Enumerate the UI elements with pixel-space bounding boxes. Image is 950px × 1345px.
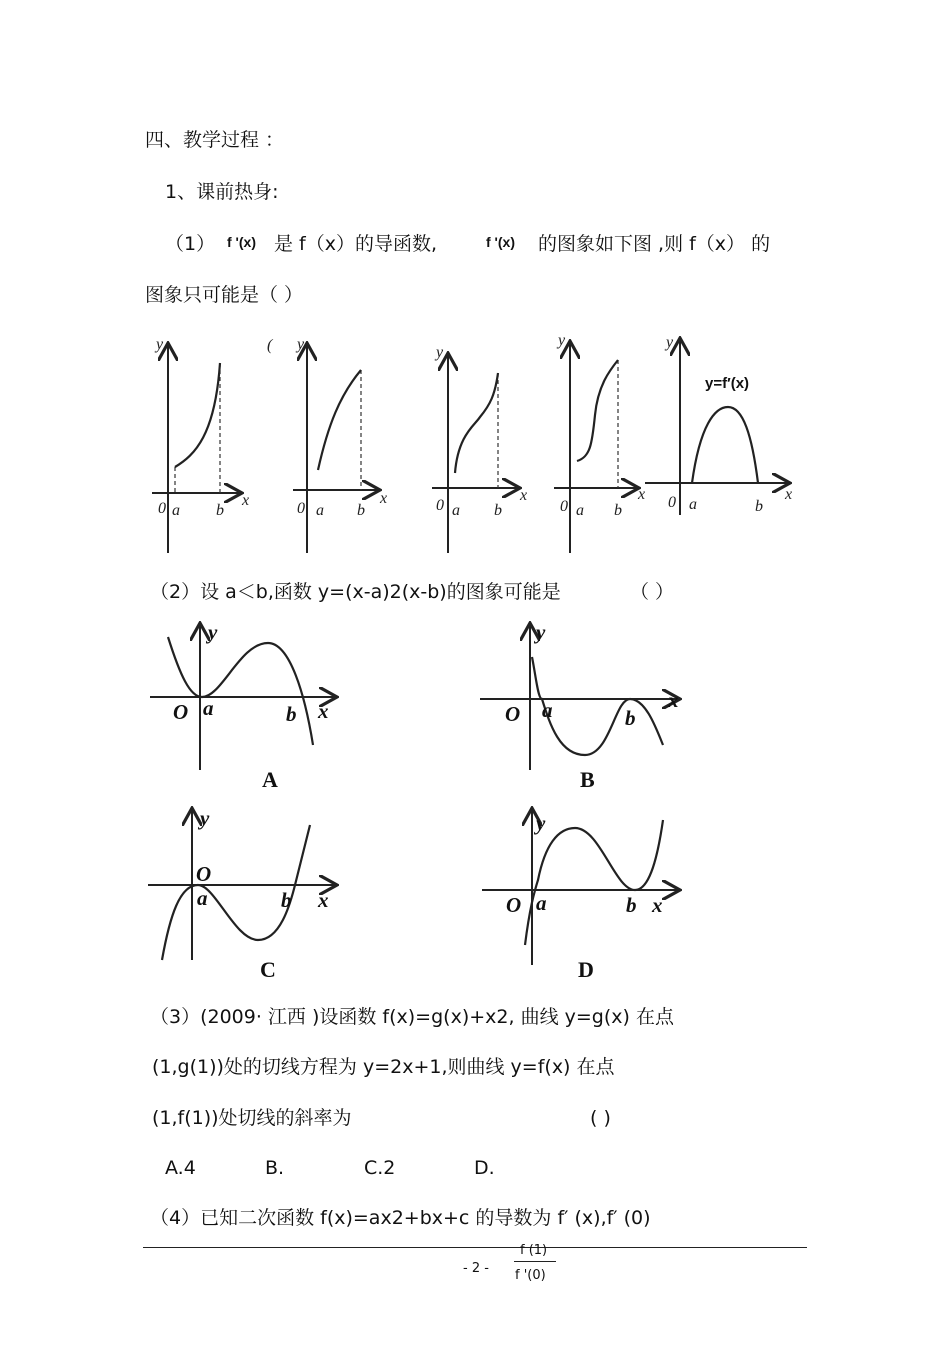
q2-graph-b — [480, 620, 679, 792]
q2-c-x: x — [318, 888, 329, 912]
q3-choice-a: A.4 — [165, 1157, 196, 1179]
q1-g4-a: a — [576, 502, 584, 519]
q1-fprime-1: f '(x) — [227, 234, 256, 250]
q1-g4-y: y — [558, 332, 566, 349]
q1-g3-y: y — [436, 344, 444, 361]
q2-option-a: A — [262, 767, 278, 792]
q1-g4-x: x — [638, 486, 646, 503]
q1-g1-o: 0 — [158, 500, 166, 517]
q1-g5-x: x — [785, 486, 793, 503]
q2-a-b: b — [286, 702, 297, 726]
q1-g1-y: y — [156, 336, 164, 353]
q1-g4-o: 0 — [560, 498, 568, 515]
q2-a-a: a — [203, 696, 214, 720]
q2-c-a: a — [197, 886, 208, 910]
q1-g1-x: x — [242, 492, 250, 509]
warmup-title: 1、课前热身: — [165, 181, 279, 203]
q1-number: （1） — [165, 233, 216, 255]
q1-g2-b: b — [357, 502, 365, 519]
q2-a-o: O — [173, 700, 189, 724]
q2-d-a: a — [536, 891, 547, 915]
q2-c-b: b — [281, 888, 292, 912]
q2-graphs — [140, 615, 710, 985]
q1-graphs — [140, 325, 810, 560]
q1-g3-b: b — [494, 502, 502, 519]
q2-d-x: x — [652, 893, 663, 917]
q1-line2: 图象只可能是（ ） — [145, 284, 304, 306]
fraction-denominator: f '(0) — [515, 1268, 546, 1283]
q3-line2: (1,g(1))处的切线方程为 y=2x+1,则曲线 y=f(x) 在点 — [152, 1056, 615, 1078]
q1-g5-b: b — [755, 498, 763, 515]
q1-g2-y: y — [297, 336, 305, 353]
q1-derivative-graph — [645, 334, 792, 515]
q1-text-a: 是 f（x）的导函数, — [274, 233, 438, 255]
q1-g2-x: x — [380, 490, 388, 507]
q3-choice-c: C.2 — [364, 1157, 396, 1179]
q1-stray-mark: ( — [267, 337, 273, 354]
q1-derivative-label: y=f′(x) — [705, 375, 750, 392]
q2-graph-a — [150, 620, 335, 792]
q2-b-x: x — [668, 688, 679, 712]
fraction-bar — [514, 1261, 556, 1262]
q2-c-o: O — [196, 862, 212, 886]
section-title: 四、教学过程 ： — [145, 129, 285, 151]
q3-paren: ( ) — [590, 1107, 611, 1129]
q2-a-x: x — [318, 699, 329, 723]
q2-option-d: D — [578, 957, 594, 982]
q3-line3: (1,f(1))处切线的斜率为 — [152, 1107, 352, 1129]
q2-option-c: C — [260, 957, 276, 982]
q2-b-o: O — [505, 702, 521, 726]
q2-b-b: b — [625, 706, 636, 730]
q1-g5-a: a — [689, 496, 697, 513]
q2-d-b: b — [626, 893, 637, 917]
q2-a-y: y — [208, 620, 218, 644]
fraction-numerator: f (1) — [520, 1243, 548, 1258]
q3-choice-b: B. — [265, 1157, 285, 1179]
footer-divider — [143, 1247, 807, 1248]
q2-d-o: O — [506, 893, 522, 917]
q1-g2-a: a — [316, 502, 324, 519]
q1-g4-b: b — [614, 502, 622, 519]
q1-fprime-2: f '(x) — [486, 234, 515, 250]
q2-b-y: y — [536, 620, 546, 644]
q2-option-b: B — [580, 767, 595, 792]
q1-graph-4 — [554, 332, 645, 553]
q3-line1: （3）(2009· 江西 )设函数 f(x)=g(x)+x2, 曲线 y=g(x) 在点 — [150, 1006, 674, 1028]
q4-line1: （4）已知二次函数 f(x)=ax2+bx+c 的导数为 f′ (x),f′ (0) — [150, 1207, 651, 1229]
q2-graph-d — [482, 810, 678, 982]
q2-d-y: y — [536, 811, 546, 835]
q1-g5-o: 0 — [668, 494, 676, 511]
q2-graph-c — [148, 806, 335, 982]
q1-g1-a: a — [172, 502, 180, 519]
q2-text: （2）设 a＜b,函数 y=(x-a)2(x-b)的图象可能是 — [150, 581, 561, 603]
q1-graph-1 — [152, 336, 249, 553]
q1-g5-y: y — [666, 334, 674, 351]
q1-text-b: 的图象如下图 ,则 f（x） 的 — [538, 233, 771, 255]
q1-g1-b: b — [216, 502, 224, 519]
q1-graph-3 — [432, 344, 527, 553]
q3-choice-d: D. — [474, 1157, 495, 1179]
q1-graph-2 — [293, 336, 387, 553]
q2-b-a: a — [542, 698, 553, 722]
q2-c-y: y — [200, 806, 210, 830]
q1-g3-o: 0 — [436, 497, 444, 514]
q2-paren: （ ） — [630, 581, 675, 603]
q1-g2-o: 0 — [297, 500, 305, 517]
page-number: - 2 - — [463, 1261, 489, 1276]
q1-g3-x: x — [520, 487, 528, 504]
q1-g3-a: a — [452, 502, 460, 519]
